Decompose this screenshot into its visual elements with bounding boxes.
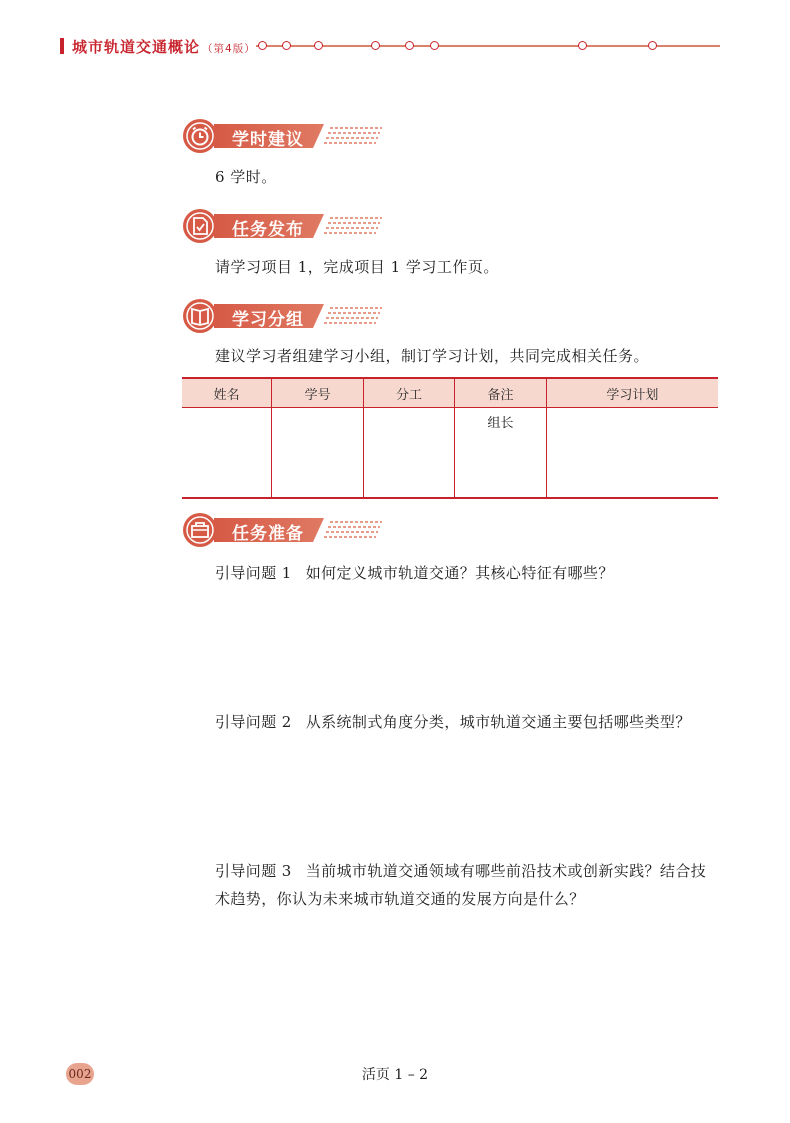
- header-dot: [430, 41, 439, 50]
- section-task-release: [182, 208, 402, 244]
- header-dot: [314, 41, 323, 50]
- study-hours-text: 6 学时。: [215, 168, 277, 186]
- question-text: 当前城市轨道交通领域有哪些前沿技术或创新实践？结合技术趋势，你认为未来城市轨道交通的发展方向是什么？: [215, 862, 707, 908]
- book-title-text: 城市轨道交通概论: [72, 38, 201, 56]
- group-table: [182, 377, 718, 499]
- table-cell[interactable]: [182, 408, 272, 499]
- table-cell[interactable]: 组长: [455, 408, 546, 499]
- section-title: 任务发布: [232, 220, 304, 240]
- table-row: [182, 408, 718, 499]
- question-label: 引导问题 2: [215, 713, 292, 731]
- decorative-stripes: [322, 125, 382, 147]
- task-document-icon: [182, 208, 218, 244]
- header-dot: [405, 41, 414, 50]
- question-label: 引导问题 1: [215, 564, 292, 582]
- guiding-question-1: [215, 559, 715, 587]
- table-header-cell: 学号: [272, 378, 363, 408]
- book-title: [72, 36, 256, 57]
- header-dot: [282, 41, 291, 50]
- table-cell[interactable]: [363, 408, 454, 499]
- header-dot: [371, 41, 380, 50]
- book-edition: （第4版）: [202, 43, 256, 55]
- decorative-stripes: [322, 519, 382, 541]
- question-label: 引导问题 3: [215, 862, 292, 880]
- decorative-stripes: [322, 215, 382, 237]
- section-title: 任务准备: [232, 524, 304, 544]
- guiding-question-2: [215, 708, 720, 736]
- section-grouping: [182, 298, 402, 334]
- book-icon: [182, 298, 218, 334]
- header-accent-bar: [60, 38, 64, 54]
- table-cell[interactable]: [546, 408, 718, 499]
- section-title: 学习分组: [232, 310, 304, 330]
- section-title: 学时建议: [232, 130, 304, 150]
- table-header-cell: 学习计划: [546, 378, 718, 408]
- page-footer-label: 活页 1 – 2: [361, 1067, 429, 1083]
- table-header-cell: 分工: [363, 378, 454, 408]
- table-cell[interactable]: [272, 408, 363, 499]
- header-dot: [578, 41, 587, 50]
- table-header-cell: 姓名: [182, 378, 272, 408]
- question-text: 从系统制式角度分类，城市轨道交通主要包括哪些类型？: [305, 713, 691, 731]
- running-header: [60, 36, 720, 56]
- section-study-hours: [182, 118, 402, 154]
- decorative-stripes: [322, 305, 382, 327]
- table-header-cell: 备注: [455, 378, 546, 408]
- page-number: 002: [66, 1063, 94, 1085]
- header-dot: [648, 41, 657, 50]
- task-release-text: 请学习项目 1，完成项目 1 学习工作页。: [215, 258, 499, 276]
- toolbox-icon: [182, 512, 218, 548]
- guiding-question-3: [215, 857, 720, 913]
- table-header-row: [182, 378, 718, 408]
- question-text: 如何定义城市轨道交通？其核心特征有哪些？: [305, 564, 614, 582]
- section-preparation: [182, 512, 402, 548]
- grouping-text: 建议学习者组建学习小组，制订学习计划，共同完成相关任务。: [215, 347, 650, 365]
- alarm-clock-icon: [182, 118, 218, 154]
- header-dot: [258, 41, 267, 50]
